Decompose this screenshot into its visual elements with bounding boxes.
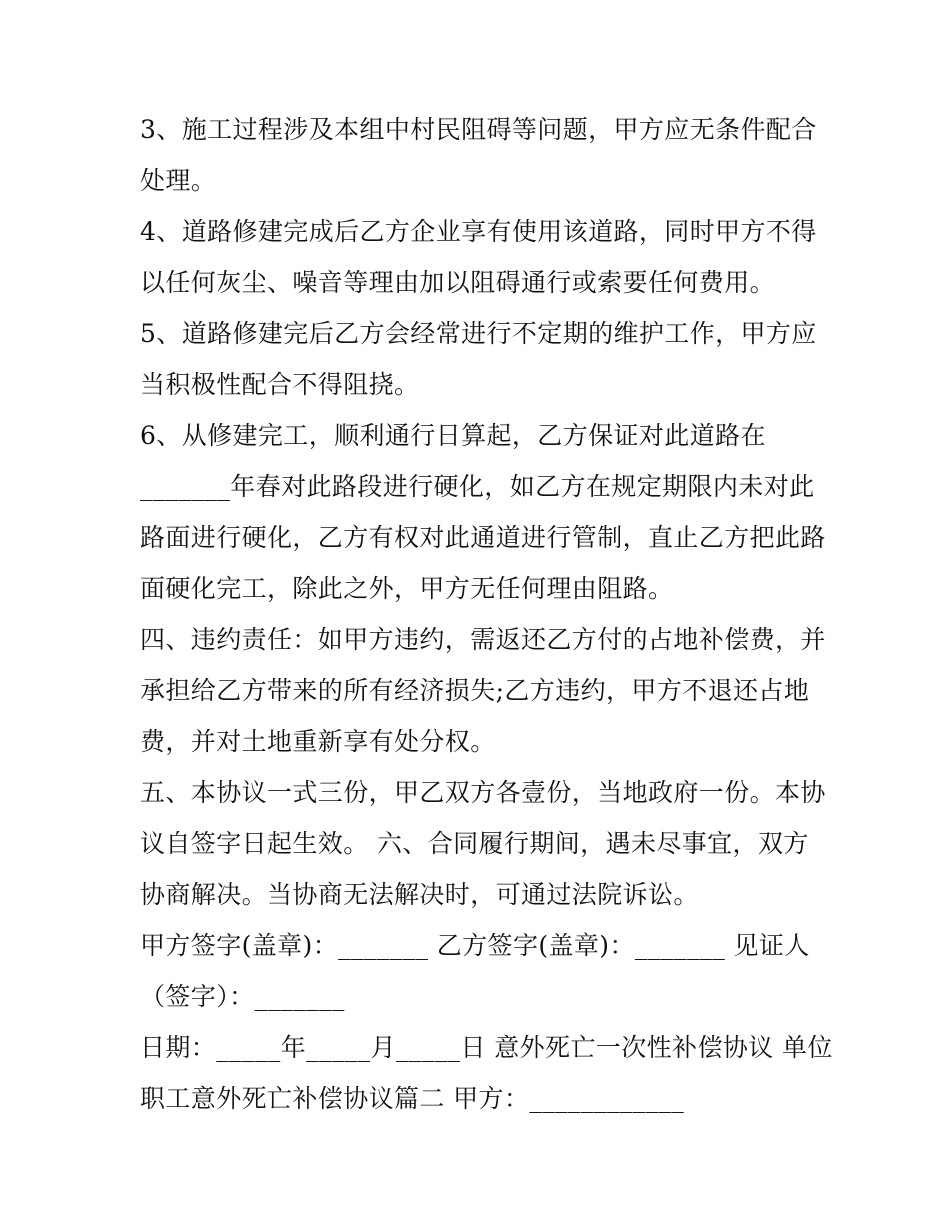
text-line: 面硬化完工，除此之外，甲方无任何理由阻路。 xyxy=(140,574,674,603)
text-line: 6、从修建完工，顺利通行日算起，乙方保证对此道路在 xyxy=(140,421,766,450)
text-line: 以任何灰尘、噪音等理由加以阻碍通行或索要任何费用。 xyxy=(140,268,776,297)
text-line: 五、本协议一式三份，甲乙双方各壹份，当地政府一份。本协 xyxy=(140,778,826,807)
text-line: 日期：_____年_____月_____日 意外死亡一次性补偿协议 单位 xyxy=(140,1033,833,1062)
text-line: _______年春对此路段进行硬化，如乙方在规定期限内未对此 xyxy=(140,472,815,501)
text-line: 职工意外死亡补偿协议篇二 甲方：____________ xyxy=(140,1084,685,1113)
text-line: 当积极性配合不得阻挠。 xyxy=(140,370,420,399)
text-line: 甲方签字(盖章)：_______ 乙方签字(盖章)：_______ 见证人 xyxy=(140,931,810,960)
text-line: 费，并对土地重新享有处分权。 xyxy=(140,727,496,756)
text-line: 承担给乙方带来的所有经济损失;乙方违约，甲方不退还占地 xyxy=(140,676,810,705)
text-line: 协商解决。当协商无法解决时，可通过法院诉讼。 xyxy=(140,880,699,909)
text-line: 四、违约责任：如甲方违约，需返还乙方付的占地补偿费，并 xyxy=(140,625,826,654)
text-line: 议自签字日起生效。 六、合同履行期间，遇未尽事宜，双方 xyxy=(140,829,809,858)
text-line: 4、道路修建完成后乙方企业享有使用该道路，同时甲方不得 xyxy=(140,217,817,246)
text-line: （签字）：_______ xyxy=(140,982,345,1011)
text-line: 5、道路修建完后乙方会经常进行不定期的维护工作，甲方应 xyxy=(140,319,817,348)
text-line: 3、施工过程涉及本组中村民阻碍等问题，甲方应无条件配合 xyxy=(140,115,817,144)
text-line: 处理。 xyxy=(140,166,217,195)
text-line: 路面进行硬化，乙方有权对此通道进行管制，直止乙方把此路 xyxy=(140,523,826,552)
document-body xyxy=(140,104,833,1124)
